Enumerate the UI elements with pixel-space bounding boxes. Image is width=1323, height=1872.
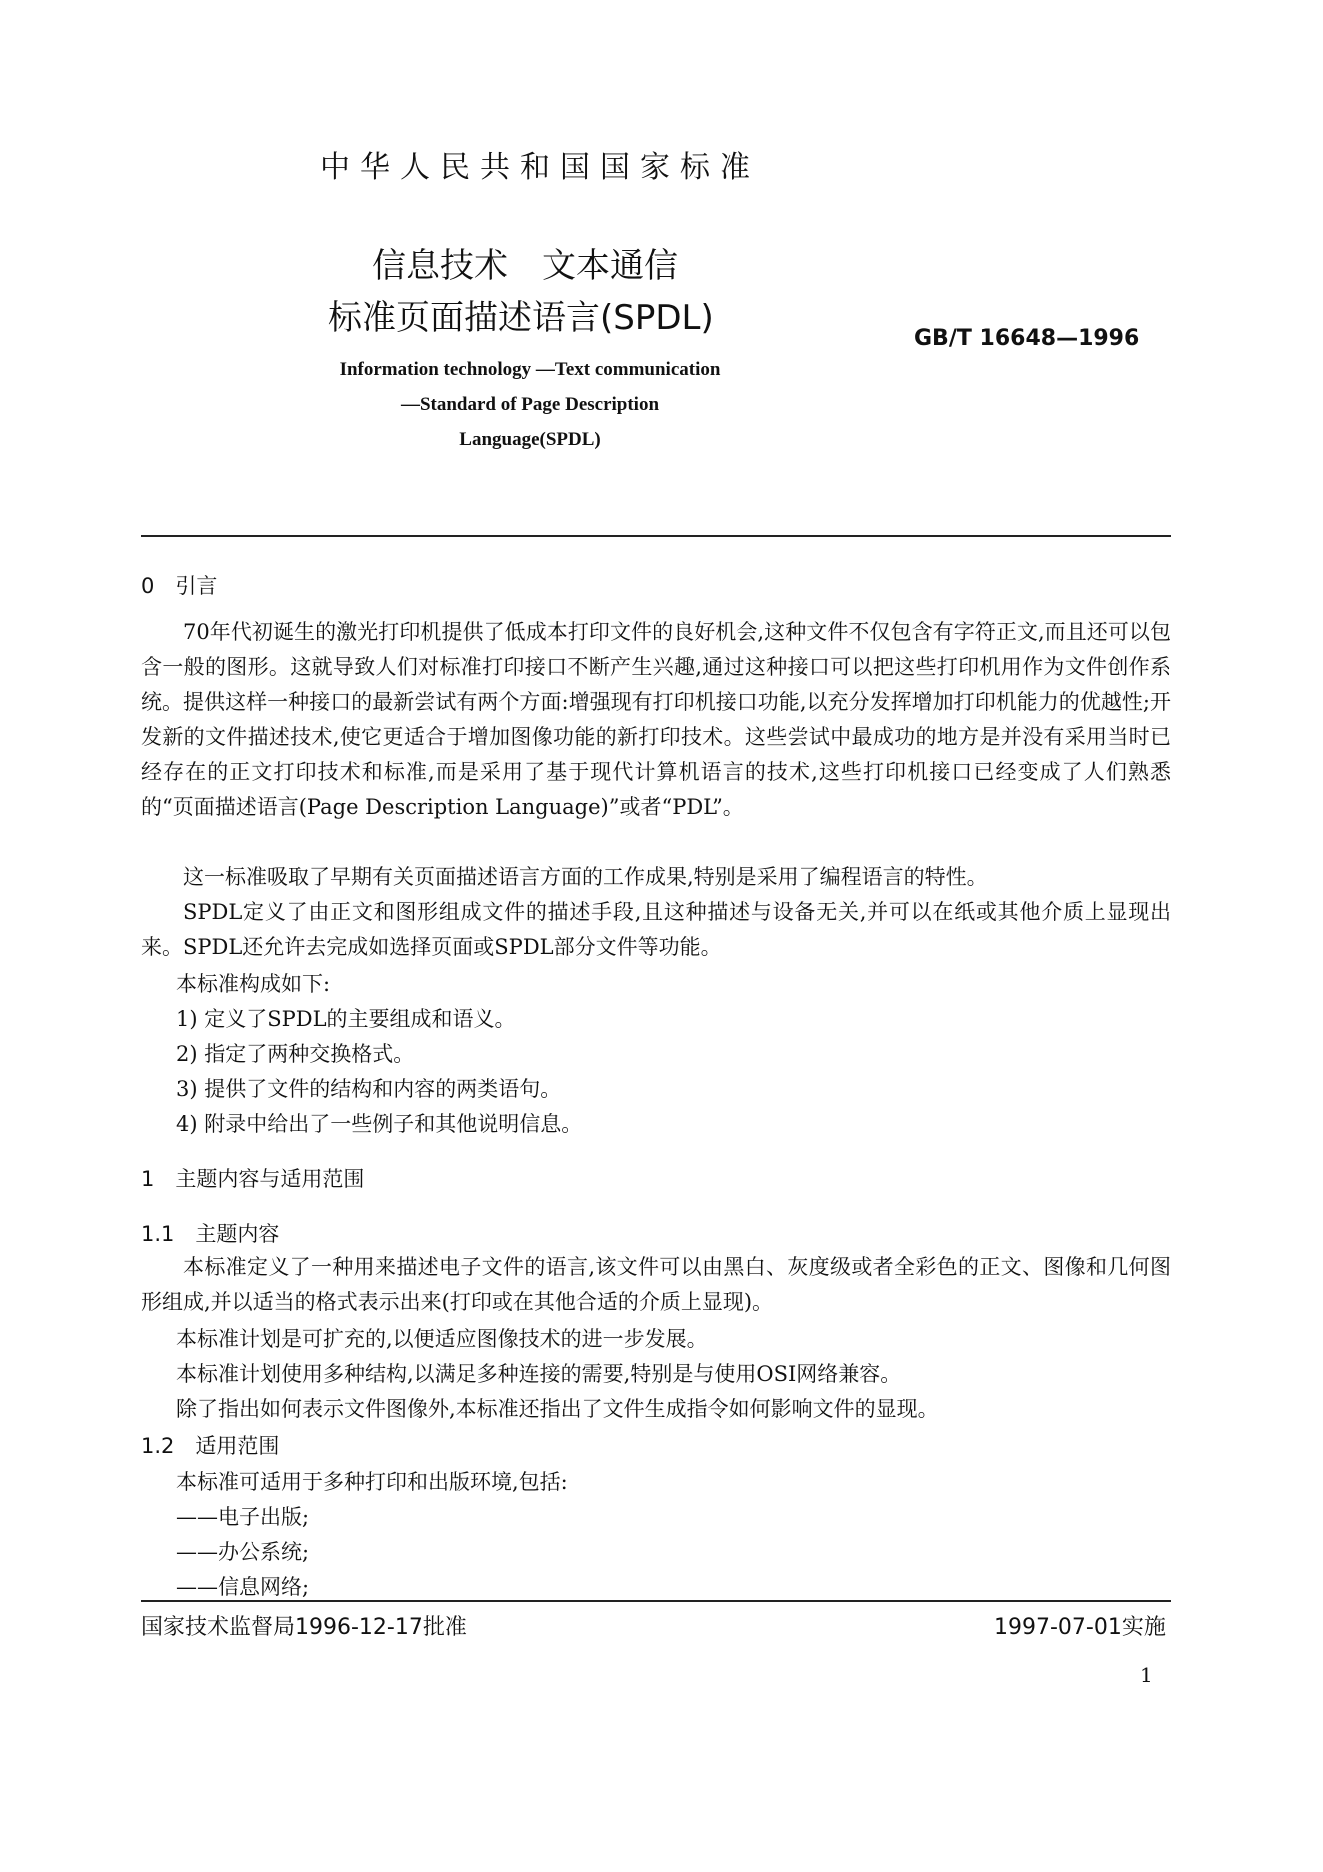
section-1-1-paragraph-2: 本标准计划是可扩充的,以便适应图像技术的进一步发展。 xyxy=(176,1327,708,1351)
section-1-heading: 1 主题内容与适用范围 xyxy=(141,1167,365,1191)
bottom-divider xyxy=(141,1600,1171,1602)
list-item: 3) 提供了文件的结构和内容的两类语句。 xyxy=(176,1077,562,1101)
page-number: 1 xyxy=(1140,1663,1153,1687)
standard-number: GB/T 16648—1996 xyxy=(914,326,1140,351)
english-title-line-2: —Standard of Page Description xyxy=(400,394,660,415)
section-1-1-paragraph-4: 除了指出如何表示文件图像外,本标准还指出了文件生成指令如何影响文件的显现。 xyxy=(176,1397,939,1421)
scope-item: ——办公系统; xyxy=(176,1540,310,1564)
section-0-paragraph-1: 70年代初诞生的激光打印机提供了低成本打印文件的良好机会,这种文件不仅包含有字符正文,而且还可以包含一般的图形。这就导致人们对标准打印接口不断产生兴趣,通过这种接口可以把这些打印机用作为文件创作系统。提供这样一种接口的最新尝试有两个方面:增强现有打印机接口功能,以充分发挥增加打印机能力的优越性;开发新的文件描述技术,使它更适合于增加图像功能的新打印技术。这些尝试中最成功的地方是并没有采用当时已经存在的正文打印技术和标准,而是采用了基于现代计算机语言的技术,这些打印机接口已经变成了人们熟悉的“页面描述语言(Page Description Language)”或者“PDL”。 xyxy=(141,620,1171,819)
list-item: 1) 定义了SPDL的主要组成和语义。 xyxy=(176,1007,516,1031)
approval-line: 国家技术监督局1996-12-17批准 xyxy=(141,1615,467,1640)
standard-type-header: 中华人民共和国国家标准 xyxy=(320,150,760,185)
title-line-2: 标准页面描述语言(SPDL) xyxy=(328,298,714,338)
section-1-1-heading: 1.1 主题内容 xyxy=(141,1222,280,1246)
scope-item: ——电子出版; xyxy=(176,1505,310,1529)
top-divider xyxy=(141,535,1171,537)
list-item: 4) 附录中给出了一些例子和其他说明信息。 xyxy=(176,1112,583,1136)
section-1-2-heading: 1.2 适用范围 xyxy=(141,1434,280,1458)
section-1-1-paragraph-3: 本标准计划使用多种结构,以满足多种连接的需要,特别是与使用OSI网络兼容。 xyxy=(176,1362,902,1386)
list-item: 2) 指定了两种交换格式。 xyxy=(176,1042,415,1066)
section-0-paragraph-3: SPDL定义了由正文和图形组成文件的描述手段,且这种描述与设备无关,并可以在纸或其他介质上显现出来。SPDL还允许去完成如选择页面或SPDL部分文件等功能。 xyxy=(141,900,1171,959)
section-0-paragraph-2: 这一标准吸取了早期有关页面描述语言方面的工作成果,特别是采用了编程语言的特性。 xyxy=(183,865,988,889)
section-0-heading: 0 引言 xyxy=(141,574,218,598)
english-title-line-1: Information technology —Text communication xyxy=(339,359,721,380)
english-title-line-3: Language(SPDL) xyxy=(459,429,601,450)
implementation-date: 1997-07-01实施 xyxy=(994,1615,1166,1640)
section-1-1-paragraph-1: 本标准定义了一种用来描述电子文件的语言,该文件可以由黑白、灰度级或者全彩色的正文、图像和几何图形组成,并以适当的格式表示出来(打印或在其他合适的介质上显现)。 xyxy=(141,1255,1171,1314)
scope-intro: 本标准可适用于多种打印和出版环境,包括: xyxy=(176,1470,568,1494)
scope-item: ——信息网络; xyxy=(176,1575,310,1599)
title-line-1: 信息技术 文本通信 xyxy=(372,246,678,286)
structure-intro: 本标准构成如下: xyxy=(176,972,331,996)
